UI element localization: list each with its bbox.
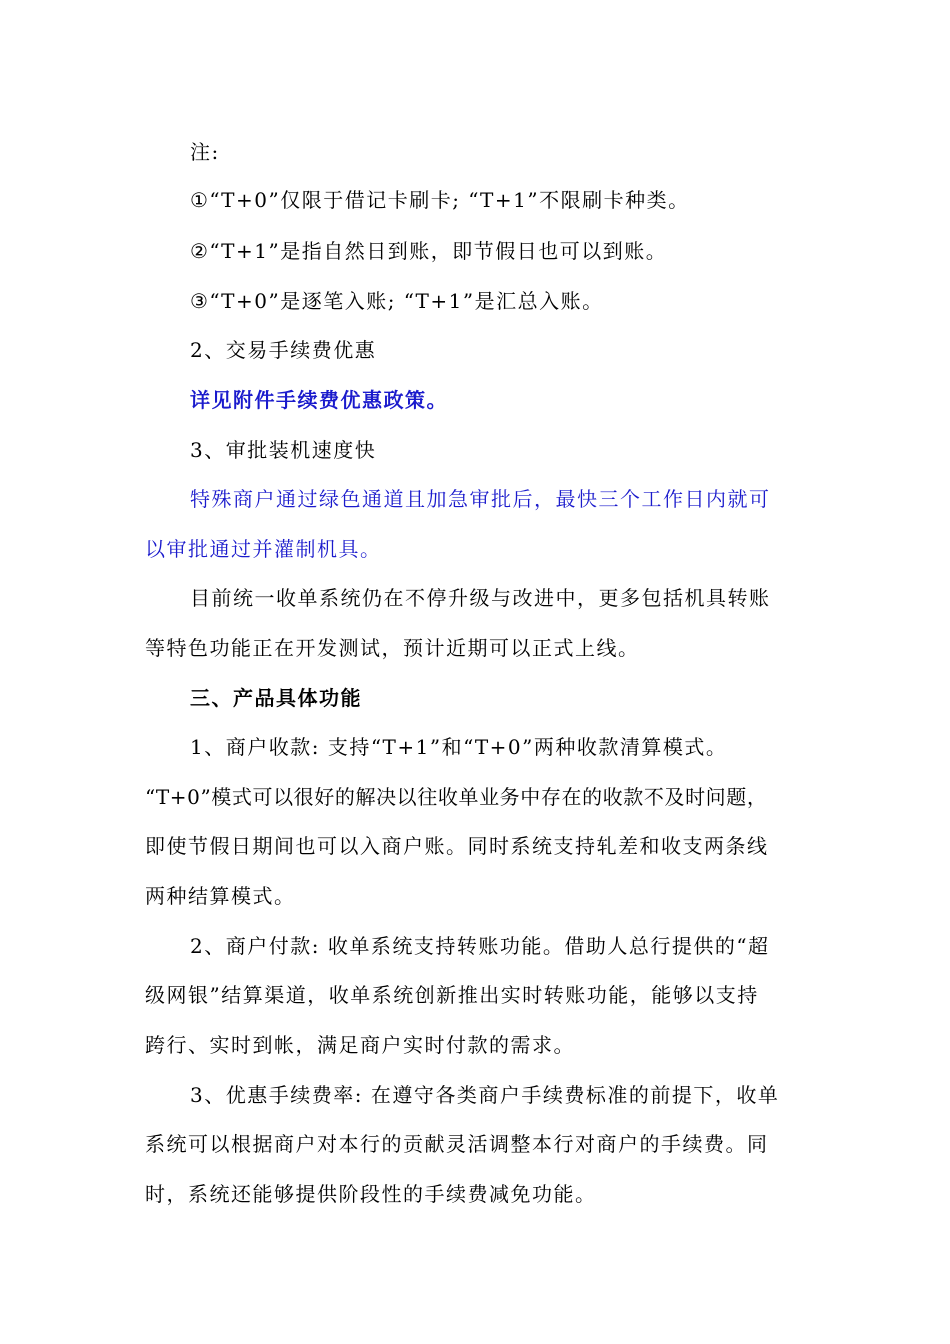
section-heading-product-features: 三、产品具体功能: [190, 686, 362, 710]
section-title-approval-speed: 3、审批装机速度快: [190, 438, 377, 462]
feature3-line-2: 系统可以根据商户对本行的贡献灵活调整本行对商户的手续费。同: [145, 1132, 769, 1156]
upgrade-text-line-2: 等特色功能正在开发测试，预计近期可以正式上线。: [145, 636, 640, 660]
feature2-line-2: 级网银”结算渠道，收单系统创新推出实时转账功能，能够以支持: [145, 983, 759, 1007]
section-title-fee-discount: 2、交易手续费优惠: [190, 338, 377, 362]
feature1-line-3: 即使节假日期间也可以入商户账。同时系统支持轧差和收支两条线: [145, 834, 769, 858]
upgrade-text-line-1: 目前统一收单系统仍在不停升级与改进中，更多包括机具转账: [190, 586, 771, 610]
feature2-line-1: 2、商户付款: 收单系统支持转账功能。借助人总行提供的“超: [190, 934, 770, 958]
fee-discount-policy-text: 详见附件手续费优惠政策。: [190, 388, 448, 412]
feature1-line-2: “T+0”模式可以很好的解决以往收单业务中存在的收款不及时问题，: [145, 785, 768, 809]
note-item-1: ①“T+0”仅限于借记卡刷卡; “T+1”不限刷卡种类。: [190, 188, 690, 212]
feature3-line-1: 3、优惠手续费率: 在遵守各类商户手续费标准的前提下，收单: [190, 1083, 780, 1107]
approval-text-line-2: 以审批通过并灌制机具。: [145, 537, 382, 561]
notes-heading: 注:: [190, 140, 220, 164]
note-item-3: ③“T+0”是逐笔入账; “T+1”是汇总入账。: [190, 289, 604, 313]
feature1-line-4: 两种结算模式。: [145, 884, 296, 908]
feature2-line-3: 跨行、实时到帐，满足商户实时付款的需求。: [145, 1033, 575, 1057]
feature1-line-1: 1、商户收款: 支持“T+1”和“T+0”两种收款清算模式。: [190, 735, 728, 759]
feature3-line-3: 时，系统还能够提供阶段性的手续费减免功能。: [145, 1182, 597, 1206]
note-item-2: ②“T+1”是指自然日到账，即节假日也可以到账。: [190, 239, 668, 263]
approval-text-line-1: 特殊商户通过绿色通道且加急审批后，最快三个工作日内就可: [190, 487, 771, 511]
